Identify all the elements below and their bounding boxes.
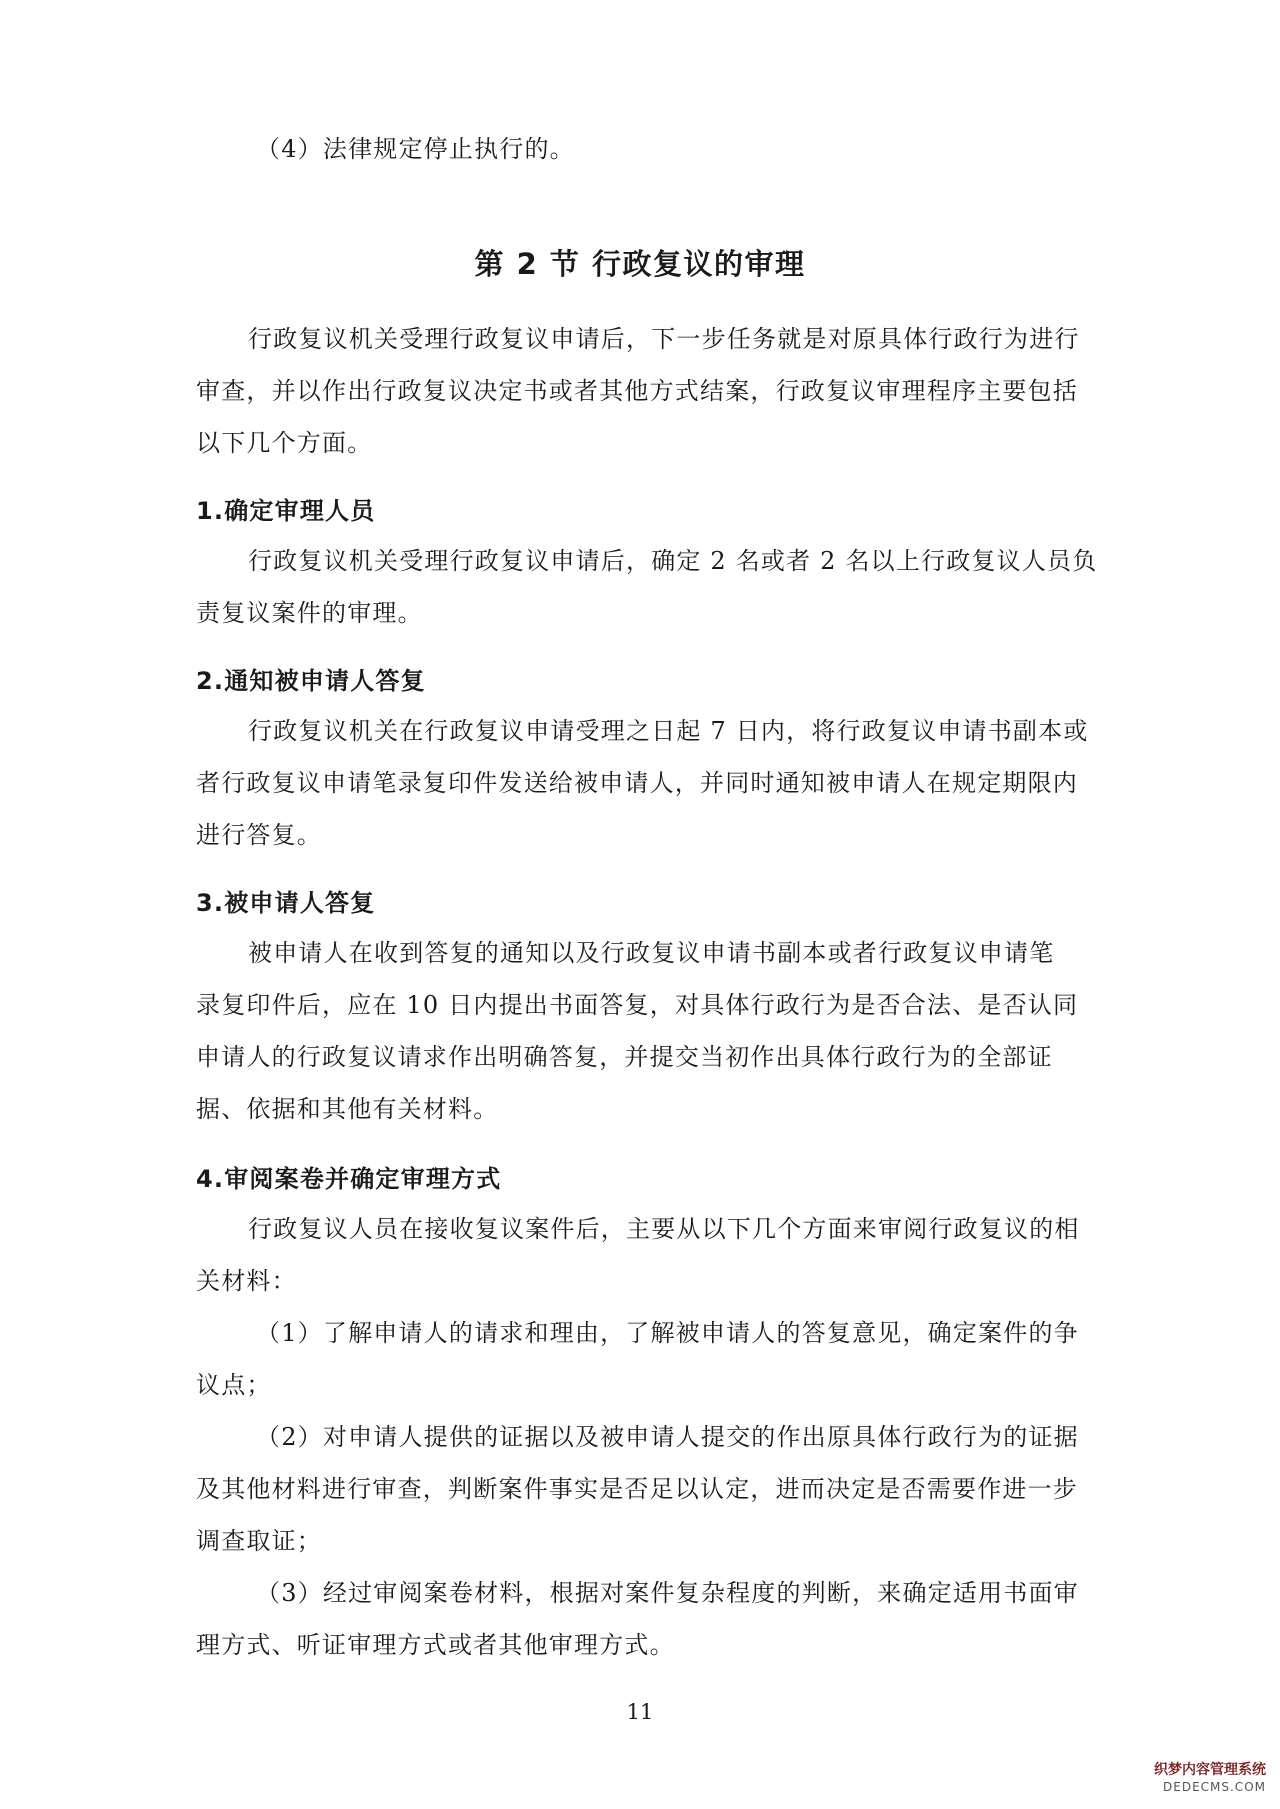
subsection-3-line: 申请人的行政复议请求作出明确答复，并提交当初作出具体行政行为的全部证 [196,1043,1053,1071]
intro-item: （4）法律规定停止执行的。 [256,135,575,163]
subsection-3-line: 被申请人在收到答复的通知以及行政复议申请书副本或者行政复议申请笔 [248,939,1055,967]
subsection-4-line: （2）对申请人提供的证据以及被申请人提交的作出原具体行政行为的证据 [256,1423,1079,1451]
subsection-4-line: 行政复议人员在接收复议案件后，主要从以下几个方面来审阅行政复议的相 [248,1215,1080,1243]
subsection-4-line: 议点； [196,1371,272,1399]
subsection-1-line: 行政复议机关受理行政复议申请后，确定 2 名或者 2 名以上行政复议人员负 [248,547,1098,575]
watermark-title: 织梦内容管理系统 [1154,1762,1266,1778]
subsection-2-line: 行政复议机关在行政复议申请受理之日起 7 日内，将行政复议申请书副本或 [248,717,1089,745]
section-title: 第 2 节 行政复议的审理 [474,247,806,281]
subsection-heading-2: 2.通知被申请人答复 [196,667,426,695]
subsection-4-line: （3）经过审阅案卷材料，根据对案件复杂程度的判断，来确定适用书面审 [256,1579,1079,1607]
subsection-1-line: 责复议案件的审理。 [196,599,423,627]
subsection-4-line: （1）了解申请人的请求和理由，了解被申请人的答复意见，确定案件的争 [256,1319,1079,1347]
watermark [1134,1761,1266,1795]
page-number: 11 [626,1700,654,1724]
subsection-heading-4: 4.审阅案卷并确定审理方式 [196,1165,502,1193]
subsection-heading-1: 1.确定审理人员 [196,497,376,525]
subsection-4-line: 调查取证； [196,1527,322,1555]
subsection-3-line: 据、依据和其他有关材料。 [196,1095,499,1123]
intro-paragraph-line: 审查，并以作出行政复议决定书或者其他方式结案，行政复议审理程序主要包括 [196,377,1078,405]
subsection-3-line: 录复印件后，应在 10 日内提出书面答复，对具体行政行为是否合法、是否认同 [196,991,1079,1019]
subsection-4-line: 及其他材料进行审查，判断案件事实是否足以认定，进而决定是否需要作进一步 [196,1475,1078,1503]
intro-paragraph-line: 以下几个方面。 [196,429,373,457]
subsection-heading-3: 3.被申请人答复 [196,889,376,917]
intro-paragraph-line: 行政复议机关受理行政复议申请后，下一步任务就是对原具体行政行为进行 [248,325,1080,353]
subsection-4-line: 理方式、听证审理方式或者其他审理方式。 [196,1631,675,1659]
subsection-2-line: 进行答复。 [196,821,322,849]
subsection-4-line: 关材料： [196,1267,297,1295]
subsection-2-line: 者行政复议申请笔录复印件发送给被申请人，并同时通知被申请人在规定期限内 [196,769,1078,797]
watermark-url: DEDECMS.COM [1163,1780,1266,1794]
